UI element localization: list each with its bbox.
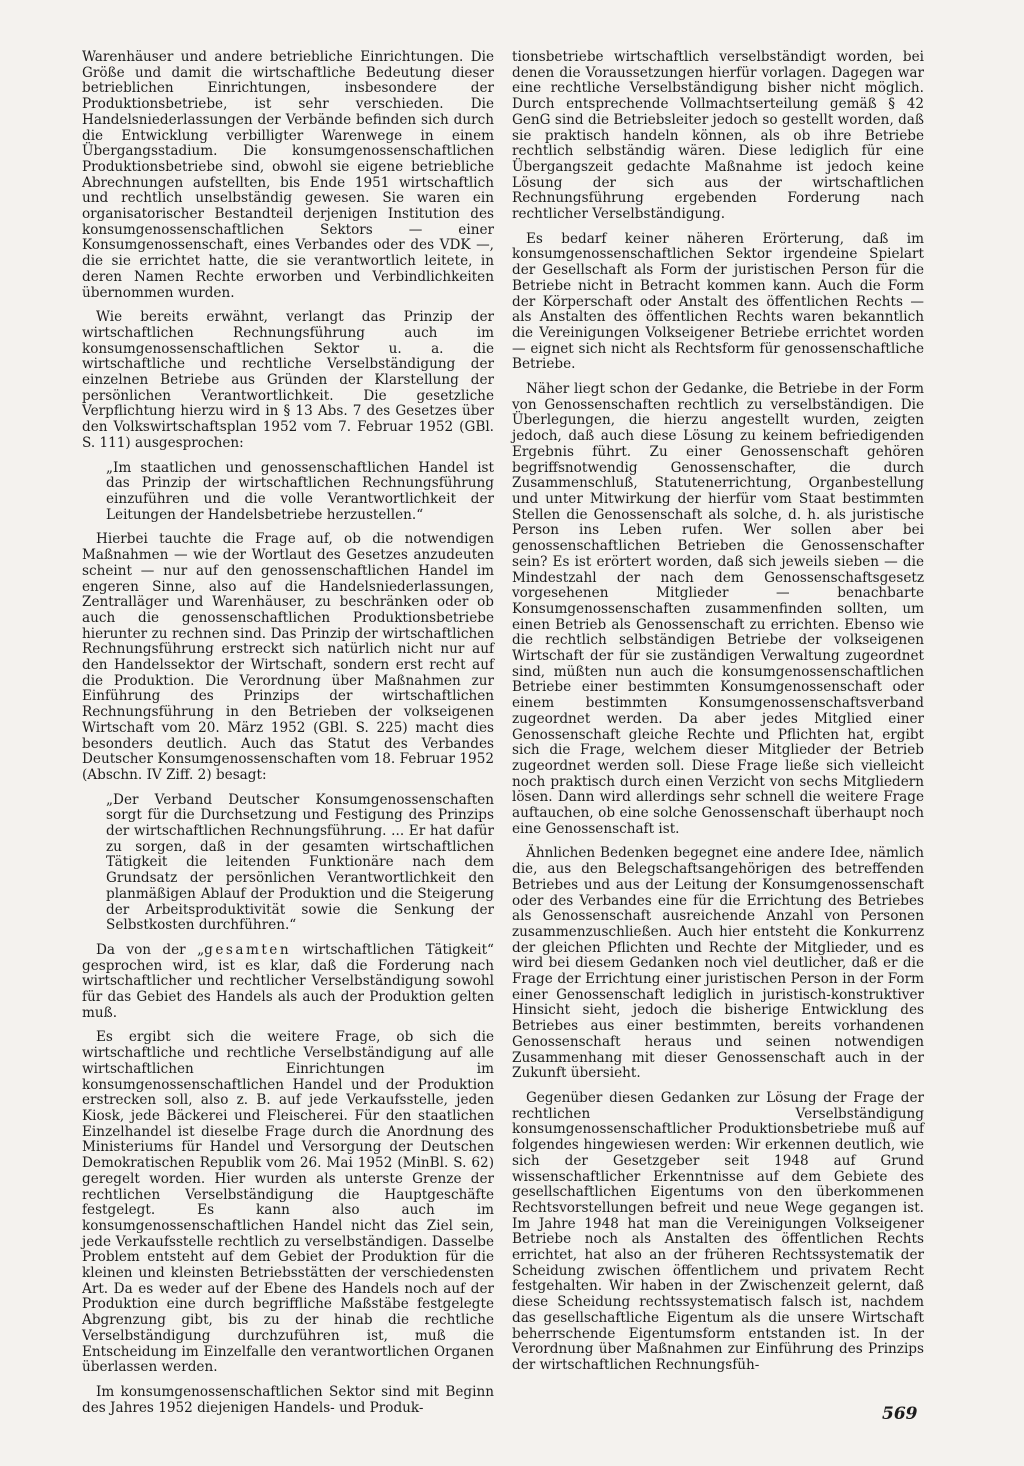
right-column: [512, 50, 924, 1383]
paragraph: Wie bereits erwähnt, verlangt das Prinzip der wirtschaftlichen Rechnungsführung auch im konsumgenossenschaftlichen Sektor u. a. die wirtschaftliche und rechtliche Verselbständigung der einzelnen Betriebe aus Gründen der Klarstellung der persönlichen Verantwortlichkeit. Die gesetzliche Verpflichtung hierzu wird in § 13 Abs. 7 des Gesetzes über den Volkswirtschaftsplan 1952 vom 7. Februar 1952 (GBl. S. 111) ausgesprochen:: [82, 309, 494, 451]
paragraph: Es ergibt sich die weitere Frage, ob sich die wirtschaftliche und rechtliche Verselbständigung auf alle wirtschaftlichen Einrichtungen im konsumgenossenschaftlichen Handel und der Produktion erstrecken soll, also z. B. auf jede Verkaufsstelle, jeden Kiosk, jede Bäckerei und Fleischerei. Für den staatlichen Einzelhandel ist dieselbe Frage durch die Anordnung des Ministeriums für Handel und Versorgung der Deutschen Demokratischen Republik vom 26. Mai 1952 (MinBl. S. 62) geregelt worden. Hier wurden als unterste Grenze der rechtlichen Verselbständigung die Hauptgeschäfte festgelegt. Es kann also auch im konsumgenossenschaftlichen Handel nicht das Ziel sein, jede Verkaufsstelle rechtlich zu verselbständigen. Dasselbe Problem entsteht auf dem Gebiet der Produktion für die kleinen und kleinsten Betriebsstätten der verschiedensten Art. Da es weder auf der Ebene des Handels noch auf der Produktion eine durch begriffliche Maßstäbe festgelegte Abgrenzung gibt, bis zu der hinab die rechtliche Verselbständigung durchzuführen ist, muß die Entscheidung im Einzelfalle den verantwortlichen Organen überlassen werden.: [82, 1029, 494, 1376]
paragraph: Im konsumgenossenschaftlichen Sektor sind mit Beginn des Jahres 1952 diejenigen Handels- und Produk-: [82, 1383, 494, 1416]
paragraph: Gegenüber diesen Gedanken zur Lösung der Frage der rechtlichen Verselbständigung konsumgenossenschaftlicher Produktionsbetriebe muß auf folgendes hingewiesen werden: Wir erkennen deutlich, wie sich der Gesetzgeber seit 1948 auf Grund wissenschaftlicher Erkenntnisse auf dem Gebiete des gesellschaftlichen Eigentums von den überkommenen Rechtsvorstellungen befreit und neue Wege gegangen ist. Im Jahre 1948 hat man die Vereinigungen Volkseigener Betriebe noch als Anstalten des öffentlichen Rechts errichtet, hat also an der früheren Rechtssystematik der Scheidung zwischen öffentlichem und privatem Recht festgehalten. Wir haben in der Zwischenzeit gelernt, daß diese Scheidung rechtssystematisch falsch ist, nachdem das gesellschaftliche Eigentum als die unsere Wirtschaft beherrschende Eigentumsform entstanden ist. In der Verordnung über Maßnahmen zur Einführung des Prinzips der wirtschaftlichen Rechnungsfüh-: [512, 1090, 924, 1373]
paragraph: Es bedarf keiner näheren Erörterung, daß im konsumgenossenschaftlichen Sektor irgendeine Spielart der Gesellschaft als Form der juristischen Person für die Betriebe nicht in Betracht kommen kann. Auch die Form der Körperschaft oder Anstalt des öffentlichen Rechts — als Anstalten des öffentlichen Rechts waren bekanntlich die Vereinigungen Volkseigener Betriebe errichtet worden — eignet sich nicht als Rechtsform für genossenschaftliche Betriebe.: [512, 230, 924, 373]
quotation: „Der Verband Deutscher Konsumgenossenschaften sorgt für die Durchsetzung und Festigung des Prinzips der wirtschaftlichen Rechnungsführung. ... Er hat dafür zu sorgen, daß in der gesamten wirtschaftlichen Tätigkeit die leitenden Funktionäre nach dem Grundsatz der persönlichen Verantwortlichkeit den planmäßigen Ablauf der Produktion und die Steigerung der Arbeitsproduktivität sowie die Senkung der Selbstkosten durchführen.“: [106, 791, 494, 934]
paragraph: tionsbetriebe wirtschaftlich verselbständigt worden, bei denen die Voraussetzungen hierfür vorlagen. Dagegen war eine rechtliche Verselbständigung bisher nicht möglich. Durch entsprechende Vollmachtserteilung gemäß § 42 GenG sind die Betriebsleiter jedoch so gestellt worden, daß sie praktisch handeln können, als ob ihre Betriebe rechtlich selbständig wären. Diese lediglich für eine Übergangszeit gedachte Maßnahme ist jedoch keine Lösung der sich aus der wirtschaftlichen Rechnungsführung ergebenden Forderung nach rechtlicher Verselbständigung.: [512, 49, 924, 223]
text-run: wirtschaftlichen Tätigkeit“ gesprochen wird, ist es klar, daß die Forderung nach wirtschaftlicher und rechtlicher Verselbständigung sowohl für das Gebiet des Handels als auch der Produktion gelten muß.: [82, 941, 494, 1021]
paragraph: [82, 943, 494, 1022]
paragraph: Näher liegt schon der Gedanke, die Betriebe in der Form von Genossenschaften rechtlich zu verselbständigen. Die Überlegungen, die hierzu angestellt wurden, zeigten jedoch, daß auch diese Lösung zu keinem befriedigenden Ergebnis führt. Zu einer Genossenschaft gehören begriffsnotwendig Genossenschafter, die durch Zusammenschluß, Statutenerrichtung, Organbestellung und unter Mitwirkung der hierfür vom Staat bestimmten Stellen die Genossenschaft als solche, d. h. als juristische Person ins Leben rufen. Wer sollen aber bei genossenschaftlichen Betrieben die Genossenschafter sein? Es ist erörtert worden, daß sich jeweils sieben — die Mindestzahl der nach dem Genossenschaftsgesetz vorgesehenen Mitglieder — benachbarte Konsumgenossenschaften zusammenfinden sollten, um einen Betrieb als Genossenschaft zu errichten. Ebenso wie die rechtlich selbständigen Betriebe der volkseigenen Wirtschaft der für sie zuständigen Verwaltung zugeordnet sind, müßten nun auch die konsumgenossenschaftlichen Betriebe einer bestimmten Konsumgenossenschaft oder einem bestimmten Konsumgenossenschaftsverband zugeordnet werden. Da aber jedes Mitglied einer Genossenschaft gleiche Rechte und Pflichten hat, ergibt sich die Frage, welchem dieser Mitglieder der Betrieb zugeordnet werden soll. Diese Frage ließe sich vielleicht noch praktisch durch einen Verzicht von sechs Mitgliedern lösen. Dann wird allerdings sehr schnell die weitere Frage auftauchen, ob eine solche Genossenschaft überhaupt noch eine Genossenschaft ist.: [512, 381, 924, 837]
paragraph: Ähnlichen Bedenken begegnet eine andere Idee, nämlich die, aus den Belegschaftsangehörigen des betreffenden Betriebes und aus der Leitung der Konsumgenossenschaft oder des Verbandes eine für die Errichtung des Betriebes als Genossenschaft ausreichende Anzahl von Personen zusammenzuschließen. Auch hier entsteht die Konkurrenz der gleichen Pflichten und Rechte der Mitglieder, und es wird bei diesem Gedanken noch viel deutlicher, daß er die Frage der Errichtung einer juristischen Person in der Form einer Genossenschaft lediglich in juristisch-konstruktiver Hinsicht sieht, jedoch die bisherige Entwicklung des Betriebes aus einer bestimmten, bereits vorhandenen Genossenschaft heraus und seinen notwendigen Zusammenhang mit dieser Genossenschaft auch in der Zukunft übersieht.: [512, 845, 924, 1082]
paragraph: Hierbei tauchte die Frage auf, ob die notwendigen Maßnahmen — wie der Wortlaut des Gesetzes anzudeuten scheint — nur auf den genossenschaftlichen Handel im engeren Sinne, also auf die Handelsniederlassungen, Zentralläger und Warenhäuser, zu beschränken oder ob auch die genossenschaftlichen Produktionsbetriebe hierunter zu rechnen sind. Das Prinzip der wirtschaftlichen Rechnungsführung erstreckt sich natürlich nicht nur auf den Handelssektor der Wirtschaft, sondern erst recht auf die Produktion. Die Verordnung über Maßnahmen zur Einführung des Prinzips der wirtschaftlichen Rechnungsführung in den Betrieben der volkseigenen Wirtschaft vom 20. März 1952 (GBl. S. 225) macht dies besonders deutlich. Auch das Statut des Verbandes Deutscher Konsumgenossenschaften vom 18. Februar 1952 (Abschn. IV Ziff. 2) besagt:: [82, 531, 494, 783]
quotation: „Im staatlichen und genossenschaftlichen Handel ist das Prinzip der wirtschaftlichen Rechnungsführung einzuführen und die volle Verantwortlichkeit der Leitungen der Handelsbetriebe herzustellen.“: [106, 459, 494, 523]
emphasized-word: gesamten: [204, 941, 292, 958]
text-run: Da von der „: [96, 941, 205, 958]
paragraph: Warenhäuser und andere betriebliche Einrichtungen. Die Größe und damit die wirtschaftliche Bedeutung dieser betrieblichen Einrichtungen, insbesondere der Produktionsbetriebe, ist sehr verschieden. Die Handelsniederlassungen der Verbände befinden sich durch die Entwicklung verbilligter Warenwege in einem Übergangsstadium. Die konsumgenossenschaftlichen Produktionsbetriebe sind, obwohl sie eigene betriebliche Abrechnungen aufstellten, bis Ende 1951 wirtschaftlich und rechtlich unselbständig gewesen. Sie waren ein organisatorischer Bestandteil derjenigen Institution des konsumgenossenschaftlichen Sektors — einer Konsumgenossenschaft, eines Verbandes oder des VDK —, die sie errichtet hatte, die sie verantwortlich leitete, in deren Namen Rechte erworben und Verbindlichkeiten übernommen wurden.: [82, 49, 494, 301]
left-column: [82, 50, 494, 1425]
page-number: 569: [882, 1404, 918, 1424]
